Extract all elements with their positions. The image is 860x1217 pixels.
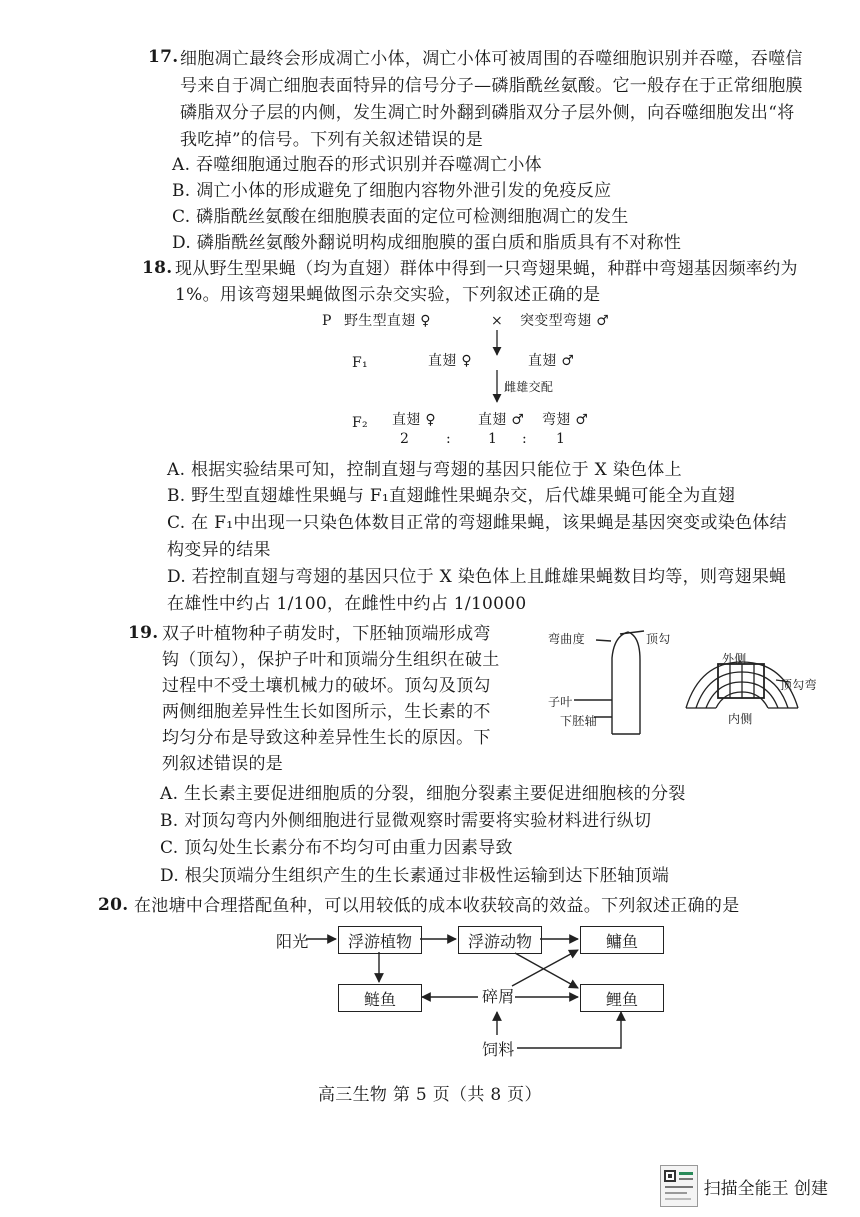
hook-cells-diagram [686,660,798,708]
q17-stem-line: 号来自于凋亡细胞表面特异的信号分子—磷脂酰丝氨酸。它一般存在于正常细胞膜 [180,76,803,96]
silver-carp-box: 鲢鱼 [338,984,422,1012]
bend-pointer [596,640,611,641]
inner-label: 内侧 [728,712,753,726]
q19-stem-line: 列叙述错误的是 [162,754,284,774]
cotyledon-label: 子叶 [548,695,573,709]
f2-straight-female: 直翅 ♀ [392,412,436,428]
q18-number: 18. [142,258,173,278]
p-female: 野生型直翅 ♀ [344,313,431,329]
outer-label: 外侧 [722,652,747,666]
watermark-text: 扫描全能王 创建 [703,1178,828,1199]
q18-option-c: C. 在 F₁中出现一只染色体数目正常的弯翅雌果蝇，该果蝇是基因突变或染色体结 [167,513,787,533]
scanner-watermark [660,1165,828,1207]
q19-option-c: C. 顶勾处生长素分布不均匀可由重力因素导致 [160,838,513,858]
f2-curly-male: 弯翅 ♂ [542,412,589,428]
hook-bend-label: 顶勾弯 [780,678,817,692]
q17-option-c: C. 磷脂酰丝氨酸在细胞膜表面的定位可检测细胞凋亡的发生 [172,207,629,227]
q19-stem-line: 双子叶植物种子萌发时，下胚轴顶端形成弯 [162,624,491,644]
feed-label: 饲料 [482,1040,515,1059]
sunlight-label: 阳光 [276,932,309,951]
zoo-to-carp-arrow [515,953,578,988]
f2-straight-male: 直翅 ♂ [478,412,525,428]
q19-option-a: A. 生长素主要促进细胞质的分裂，细胞分裂素主要促进细胞核的分裂 [160,784,686,804]
q18-stem-line: 1%。用该弯翅果蝇做图示杂交实验，下列叙述正确的是 [175,285,601,305]
p-male: 突变型弯翅 ♂ [520,313,610,329]
seedling-hypocotyl-shape [612,632,640,734]
q20-number: 20. [98,895,129,915]
ratio-colon: : [522,431,528,447]
q19-stem-line: 两侧细胞差异性生长如图所示，生长素的不 [162,702,491,722]
zooplankton-box: 浮游动物 [458,926,542,954]
q17-option-d: D. 磷脂酰丝氨酸外翻说明构成细胞膜的蛋白质和脂质具有不对称性 [172,233,682,253]
bend-degree-label: 弯曲度 [548,632,585,646]
f2-label: F₂ [352,415,368,431]
feed-to-carp-arrow [517,1012,621,1048]
q19-stem-line: 均匀分布是导致这种差异性生长的原因。下 [162,728,491,748]
q17-option-a: A. 吞噬细胞通过胞吞的形式识别并吞噬凋亡小体 [172,155,542,175]
f1-male: 直翅 ♂ [528,353,575,369]
q19-number: 19. [128,623,159,643]
q19-stem-line: 钩（顶勾），保护子叶和顶端分生组织在破土 [162,650,500,670]
q20-stem: 在池塘中合理搭配鱼种，可以用较低的成本收获较高的效益。下列叙述正确的是 [134,896,740,916]
carp-box: 鲤鱼 [580,984,664,1012]
ratio-c: 1 [556,431,566,447]
detritus-to-bighead-arrow [512,950,578,986]
hypocotyl-label: 下胚轴 [560,714,597,728]
q19-option-b: B. 对顶勾弯内外侧细胞进行显微观察时需要将实验材料进行纵切 [160,811,652,831]
bighead-carp-box: 鳙鱼 [580,926,664,954]
q19-option-d: D. 根尖顶端分生组织产生的生长素通过非极性运输到达下胚轴顶端 [160,866,670,886]
q17-stem-line: 我吃掉”的信号。下列有关叙述错误的是 [180,130,484,150]
phytoplankton-box: 浮游植物 [338,926,422,954]
camscanner-logo-icon [660,1165,698,1207]
q18-stem-line: 现从野生型果蝇（均为直翅）群体中得到一只弯翅果蝇，种群中弯翅基因频率约为 [175,259,798,279]
q19-stem-line: 过程中不受土壤机械力的破坏。顶勾及顶勾 [162,676,491,696]
cross-sign: × [491,313,504,329]
hook-label: 顶勾 [646,632,671,646]
q17-stem-line: 细胞凋亡最终会形成凋亡小体，凋亡小体可被周围的吞噬细胞识别并吞噬，吞噬信 [180,49,803,69]
q17-option-b: B. 凋亡小体的形成避免了细胞内容物外泄引发的免疫反应 [172,181,612,201]
q17-number: 17. [148,47,179,67]
q18-option-a: A. 根据实验结果可知，控制直翅与弯翅的基因只能位于 X 染色体上 [167,460,682,480]
detritus-label: 碎屑 [482,987,515,1006]
q18-option-d-cont: 在雄性中约占 1/100，在雌性中约占 1/10000 [167,594,527,614]
q18-option-b: B. 野生型直翅雄性果蝇与 F₁直翅雌性果蝇杂交，后代雄果蝇可能全为直翅 [167,486,736,506]
ratio-b: 1 [488,431,498,447]
p-label: P [322,313,332,329]
q17-stem-line: 磷脂双分子层的内侧，发生凋亡时外翻到磷脂双分子层外侧，向吞噬细胞发出“将 [180,103,795,123]
q18-option-d: D. 若控制直翅与弯翅的基因只位于 X 染色体上且雌雄果蝇数目均等，则弯翅果蝇 [167,567,787,587]
ratio-a: 2 [400,431,410,447]
mating-label: 雌雄交配 [504,380,554,394]
f1-label: F₁ [352,355,368,371]
f1-female: 直翅 ♀ [428,353,472,369]
ratio-colon: : [446,431,452,447]
page-footer: 高三生物 第 5 页（共 8 页） [318,1085,542,1105]
q18-option-c-cont: 构变异的结果 [167,540,271,560]
